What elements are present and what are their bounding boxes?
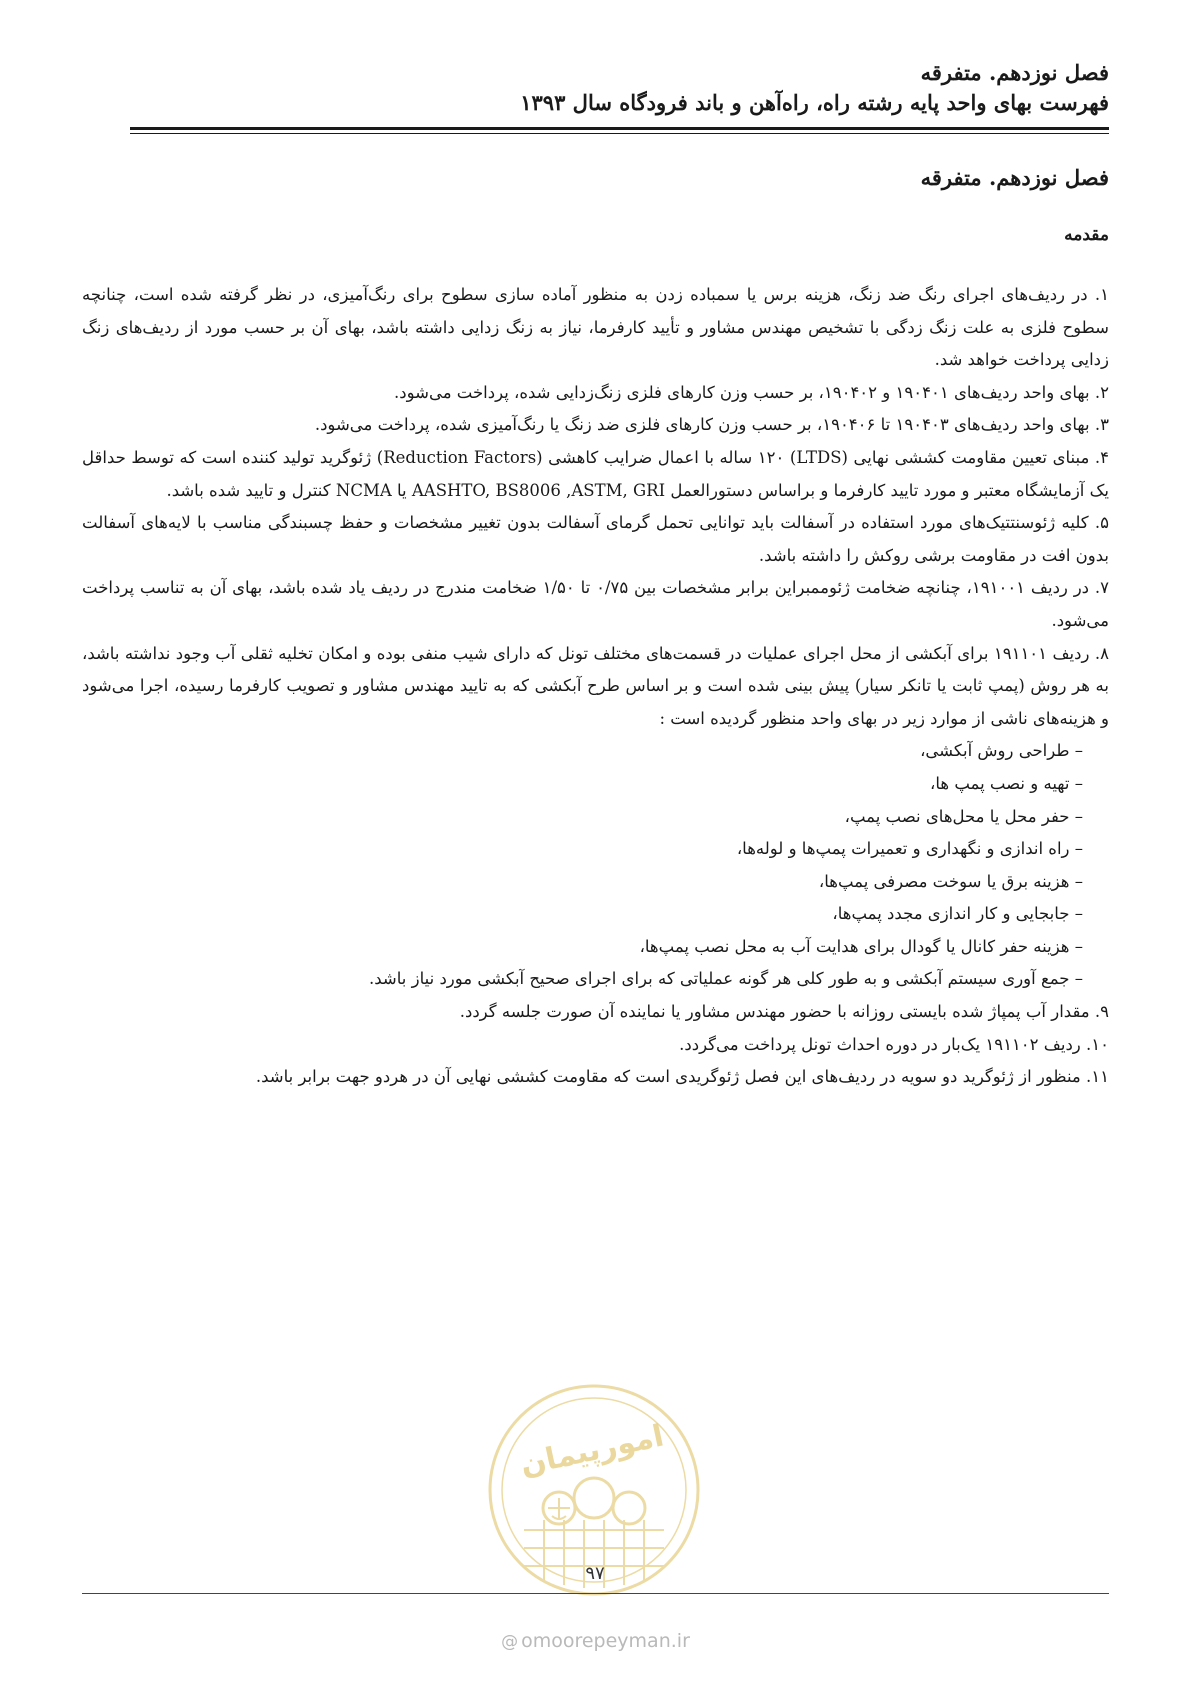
- intro-heading: مقدمه: [1064, 225, 1109, 245]
- footer-site-link[interactable]: [0, 1630, 1191, 1652]
- paragraph-2: ۲. بهای واحد ردیف‌های ۱۹۰۴۰۱ و ۱۹۰۴۰۲، بر حسب وزن کارهای فلزی زنگ‌زدایی شده، پرداخت می‌شود.: [394, 382, 1109, 402]
- bullet-item: – طراحی روش آبکشی،: [920, 741, 1083, 761]
- paragraph-9: ۹. مقدار آب پمپاژ شده بایستی روزانه با حضور مهندس مشاور یا نماینده آن صورت جلسه گردد.: [459, 1002, 1109, 1022]
- chapter-title: فصل نوزدهم. متفرقه: [920, 165, 1109, 190]
- at-icon: @: [501, 1632, 519, 1652]
- paragraph-5: ۵. کلیه ژئوسنتتیک‌های مورد استفاده در آسفالت باید توانایی تحمل گرمای آسفالت بدون تغییر مشخصات و حفظ چسبندگی مناسب با لایه‌های آسفالت بدون افت در مقاومت برشی روکش را داشته باشد.: [82, 513, 1109, 565]
- footer-site-text: omoorepeyman.ir: [521, 1630, 690, 1652]
- body-text: [82, 279, 1109, 1094]
- paragraph-10: ۱۰. ردیف ۱۹۱۱۰۲ یک‌بار در دوره احداث تونل پرداخت می‌گردد.: [679, 1034, 1109, 1054]
- running-header: [130, 58, 1109, 118]
- running-header-title: فهرست بهای واحد پایه رشته راه، راه‌آهن و باند فرودگاه سال ۱۳۹۳: [520, 90, 1109, 115]
- running-header-chapter: فصل نوزدهم. متفرقه: [920, 60, 1109, 85]
- bullet-item: – حفر محل یا محل‌های نصب پمپ،: [844, 806, 1083, 826]
- paragraph-1: ۱. در ردیف‌های اجرای رنگ ضد زنگ، هزینه برس یا سمباده زدن به منظور آماده سازی سطوح برای رنگ‌آمیزی، در نظر گرفته شده است، چنانچه سطوح فلزی به علت زنگ زدگی با تشخیص مهندس مشاور و تأیید کارفرما، نیاز به زنگ زدایی داشته باشد، بهای آن بر حسب مورد از ردیف‌های زنگ زدایی پرداخت خواهد شد.: [82, 285, 1109, 370]
- paragraph-4: ۴. مبنای تعیین مقاومت کششی نهایی (LTDS) ۱۲۰ ساله با اعمال ضرایب کاهشی (Reduction Factors) ژئوگرید تولید کننده است که توسط حداقل یک آزمایشگاه معتبر و مورد تایید کارفرما و براساس دستورالعمل AASHTO, BS8006 ,ASTM, GRI یا NCMA کنترل و تایید شده باشد.: [82, 447, 1109, 500]
- bullet-item: – جمع آوری سیستم آبکشی و به طور کلی هر گونه عملیاتی که برای اجرای صحیح آبکشی مورد نیاز باشد.: [369, 969, 1083, 989]
- header-rule-thin: [130, 133, 1109, 134]
- paragraph-8: ۸. ردیف ۱۹۱۱۰۱ برای آبکشی از محل اجرای عملیات در قسمت‌های مختلف تونل که دارای شیب منفی بوده و امکان تخلیه ثقلی آب وجود نداشته باشد، به هر روش (پمپ ثابت یا تانکر سیار) پیش بینی شده است و بر اساس طرح آبکشی که به تایید مهندس مشاور و تصویب کارفرما رسیده، اجرا می‌شود و هزینه‌های ناشی از موارد زیر در بهای واحد منظور گردیده است :: [82, 643, 1109, 728]
- footer-rule: [82, 1593, 1109, 1594]
- paragraph-7: ۷. در ردیف ۱۹۱۰۰۱، چنانچه ضخامت ژئوممبراین برابر مشخصات بین ۰/۷۵ تا ۱/۵۰ ضخامت مندرج در ردیف یاد شده باشد، بهای آن به تناسب پرداخت می‌شود.: [82, 578, 1109, 630]
- watermark-logo-text: امورپیمان: [517, 1418, 667, 1483]
- header-rule-thick: [130, 127, 1109, 130]
- bullet-item: – هزینه حفر کانال یا گودال برای هدایت آب به محل نصب پمپ‌ها،: [639, 936, 1083, 956]
- paragraph-3: ۳. بهای واحد ردیف‌های ۱۹۰۴۰۳ تا ۱۹۰۴۰۶، بر حسب وزن کارهای فلزی ضد زنگ یا رنگ‌آمیزی شده، پرداخت می‌شود.: [314, 415, 1109, 435]
- bullet-item: – راه اندازی و نگهداری و تعمیرات پمپ‌ها و لوله‌ها،: [736, 839, 1083, 859]
- page-number: ۹۷: [585, 1563, 605, 1584]
- bullet-item: – هزینه برق یا سوخت مصرفی پمپ‌ها،: [818, 871, 1083, 891]
- bullet-item: – تهیه و نصب پمپ ها،: [930, 773, 1083, 793]
- bullet-item: – جابجایی و کار اندازی مجدد پمپ‌ها،: [832, 904, 1083, 924]
- paragraph-11: ۱۱. منظور از ژئوگرید دو سویه در ردیف‌های این فصل ژئوگریدی است که مقاومت کششی نهایی آن در هردو جهت برابر باشد.: [255, 1067, 1109, 1087]
